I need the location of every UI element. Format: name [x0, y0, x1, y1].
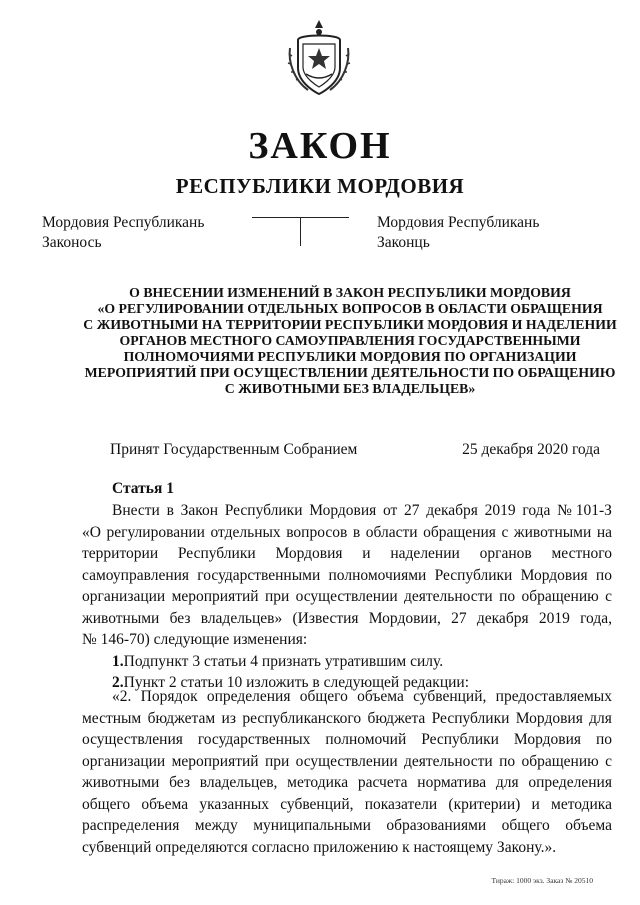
print-run-footer: Тираж: 1000 экз. Заказ № 20510: [491, 876, 593, 885]
word: № 146-70) следующие изменения:: [82, 631, 308, 648]
word: общего: [501, 817, 550, 834]
word: объема: [357, 688, 404, 705]
word: в: [352, 523, 361, 541]
word: методика: [551, 795, 612, 813]
word: территории: [82, 545, 159, 562]
word: с: [605, 752, 612, 770]
word: и: [362, 545, 371, 562]
word: Мордовия: [513, 731, 581, 748]
word: государственными: [197, 566, 321, 584]
word: из: [221, 709, 236, 727]
left-header-block: [42, 213, 204, 253]
word: бюджетам: [147, 709, 216, 727]
law-title-line: ПОЛНОМОЧИЯМИ РЕСПУБЛИКИ МОРДОВИЯ ПО ОРГАНИЗАЦИИ: [123, 349, 577, 364]
word: между: [194, 817, 238, 834]
list-item-number: 2.: [112, 674, 124, 691]
word: для: [495, 774, 519, 791]
word: Мордовия: [515, 709, 583, 727]
article-body: [82, 500, 612, 694]
word: в: [166, 502, 174, 519]
word: определения: [528, 774, 612, 791]
word: года,: [580, 609, 612, 627]
word: объема: [141, 795, 189, 813]
word: полномочий: [325, 731, 407, 748]
word: декабря: [426, 502, 478, 519]
word: для: [589, 709, 612, 727]
word: по: [499, 752, 516, 770]
text-line: [82, 837, 612, 859]
word: полномочиями: [328, 566, 427, 584]
text-line: [82, 500, 612, 522]
word: с: [605, 588, 612, 605]
word: № 101-З: [557, 502, 612, 519]
word: Республики: [431, 709, 510, 727]
word: Республики: [434, 566, 513, 584]
word: местного: [551, 545, 612, 562]
word: предоставляемых: [495, 688, 612, 705]
text-line: [82, 815, 612, 837]
word: владельцев»: [200, 609, 283, 627]
word: субвенций,: [413, 688, 487, 705]
left-header-line: Мордовия Республикань: [42, 214, 205, 231]
word: области: [365, 523, 418, 541]
adopted-date: 25 декабря 2020 года: [462, 441, 600, 458]
word: регулировании: [106, 523, 205, 541]
word: республиканского: [242, 709, 362, 727]
law-title-line: С ЖИВОТНЫМИ БЕЗ ВЛАДЕЛЬЦЕВ»: [224, 381, 476, 396]
word: Республики: [177, 545, 256, 562]
word: норматива: [417, 774, 487, 791]
word: по: [595, 731, 612, 748]
word: без: [169, 774, 190, 791]
text-line: [82, 565, 612, 587]
word: владельцев,: [199, 774, 278, 791]
word: с: [501, 523, 509, 541]
word: бюджета: [367, 709, 426, 727]
adopted-by: Принят Государственным Собранием: [110, 441, 358, 458]
word: по: [499, 588, 516, 605]
document-title: ЗАКОН: [248, 125, 392, 167]
right-header-line: Мордовия Республикань: [377, 214, 540, 231]
text-line: [82, 686, 612, 708]
word: организации: [82, 752, 166, 770]
text-line: [82, 522, 612, 544]
word: животными: [513, 523, 592, 541]
word: образованиями: [386, 817, 487, 834]
word: декабря: [476, 609, 529, 627]
word: (критерии): [448, 795, 521, 813]
text-line: [82, 608, 612, 630]
word: вопросов: [286, 523, 348, 541]
word: животными: [82, 609, 160, 627]
word: осуществлении: [295, 752, 398, 770]
word: Мордовия: [520, 566, 588, 584]
word: общего: [299, 688, 348, 705]
word: (Известия: [292, 609, 359, 627]
list-item-text: Пункт 2 статьи 10 изложить в следующей редакции:: [123, 674, 470, 691]
word: Мордовии,: [368, 609, 441, 627]
word: Мордовия: [275, 545, 343, 562]
word: по: [595, 566, 612, 584]
word: государственных: [197, 731, 311, 748]
word: «2.: [112, 688, 132, 705]
word: 2019: [484, 502, 516, 519]
word: без: [169, 609, 191, 627]
word: обращению: [521, 752, 599, 770]
text-line: [82, 543, 612, 565]
word: деятельности: [404, 588, 493, 605]
word: от: [382, 502, 398, 519]
word: 27: [404, 502, 420, 519]
word: общего: [82, 795, 131, 813]
word: объема: [565, 817, 612, 834]
word: расчета: [357, 774, 408, 791]
list-item-number: 1.: [112, 652, 124, 670]
word: Закон: [180, 502, 219, 519]
word: органов: [479, 545, 532, 562]
header-separator-vertical: [300, 217, 301, 246]
word: 2019: [538, 609, 570, 627]
word: показатели: [364, 795, 438, 813]
law-title-line: МЕРОПРИЯТИЙ ПРИ ОСУЩЕСТВЛЕНИИ ДЕЯТЕЛЬНОСТИ ПО ОБРАЩЕНИЮ: [84, 365, 616, 380]
list-item-text: Подпункт 3 статьи 4 признать утратившим силу.: [123, 652, 444, 670]
word: животными: [82, 774, 160, 791]
word: Республики: [224, 502, 303, 519]
word: при: [264, 588, 290, 605]
law-title-line: С ЖИВОТНЫМИ НА ТЕРРИТОРИИ РЕСПУБЛИКИ МОРДОВИЯ И НАДЕЛЕНИИ: [83, 317, 617, 332]
text-line: [82, 772, 612, 794]
word: на: [596, 523, 612, 541]
paragraph-1: [82, 500, 612, 651]
text-line: [82, 708, 612, 730]
word: осуществления: [82, 731, 183, 748]
document-subtitle: РЕСПУБЛИКИ МОРДОВИЯ: [175, 174, 465, 198]
word: обращению: [521, 588, 599, 605]
right-header-line: Законць: [377, 234, 430, 251]
word: определения: [206, 688, 291, 705]
word: самоуправления: [82, 566, 190, 584]
word: организации: [82, 588, 166, 605]
left-header-line: Законось: [42, 234, 102, 251]
word: методика: [287, 774, 349, 791]
text-line: [82, 794, 612, 816]
word: осуществлении: [295, 588, 398, 605]
text-line: [82, 629, 612, 651]
text-line: [82, 729, 612, 751]
word: указанных: [199, 795, 270, 813]
text-line: [82, 751, 612, 773]
law-title: [80, 285, 620, 397]
word: субвенций,: [280, 795, 354, 813]
text-line: [82, 586, 612, 608]
list-item: [82, 651, 612, 673]
word: Мордовия: [309, 502, 377, 519]
word: мероприятий: [171, 752, 259, 770]
word: года: [522, 502, 551, 519]
word: Порядок: [140, 688, 198, 705]
word: при: [264, 752, 290, 770]
word: отдельных: [210, 523, 281, 541]
word: Внести: [112, 502, 160, 519]
word: субвенций определяются согласно приложению к настоящему Закону.».: [82, 838, 557, 856]
law-title-line: О ВНЕСЕНИИ ИЗМЕНЕНИЙ В ЗАКОН РЕСПУБЛИКИ МОРДОВИЯ: [129, 285, 571, 300]
word: муниципальными: [253, 817, 371, 834]
word: обращения: [423, 523, 496, 541]
word: 27: [451, 609, 467, 627]
right-header-block: [377, 213, 539, 253]
word: распределения: [82, 817, 180, 834]
paragraph-2: [82, 686, 612, 858]
coat-of-arms-emblem: [286, 18, 352, 98]
word: «О: [82, 523, 101, 541]
law-title-line: «О РЕГУЛИРОВАНИИ ОТДЕЛЬНЫХ ВОПРОСОВ В ОБЛАСТИ ОБРАЩЕНИЯ: [97, 301, 603, 316]
law-title-line: ОРГАНОВ МЕСТНОГО САМОУПРАВЛЕНИЯ ГОСУДАРСТВЕННЫМИ: [119, 333, 581, 348]
word: местным: [82, 709, 142, 727]
word: и: [531, 795, 540, 813]
article-heading: Статья 1: [112, 480, 174, 497]
word: деятельности: [404, 752, 493, 770]
word: мероприятий: [171, 588, 259, 605]
word: Республики: [421, 731, 499, 748]
word: наделении: [390, 545, 460, 562]
